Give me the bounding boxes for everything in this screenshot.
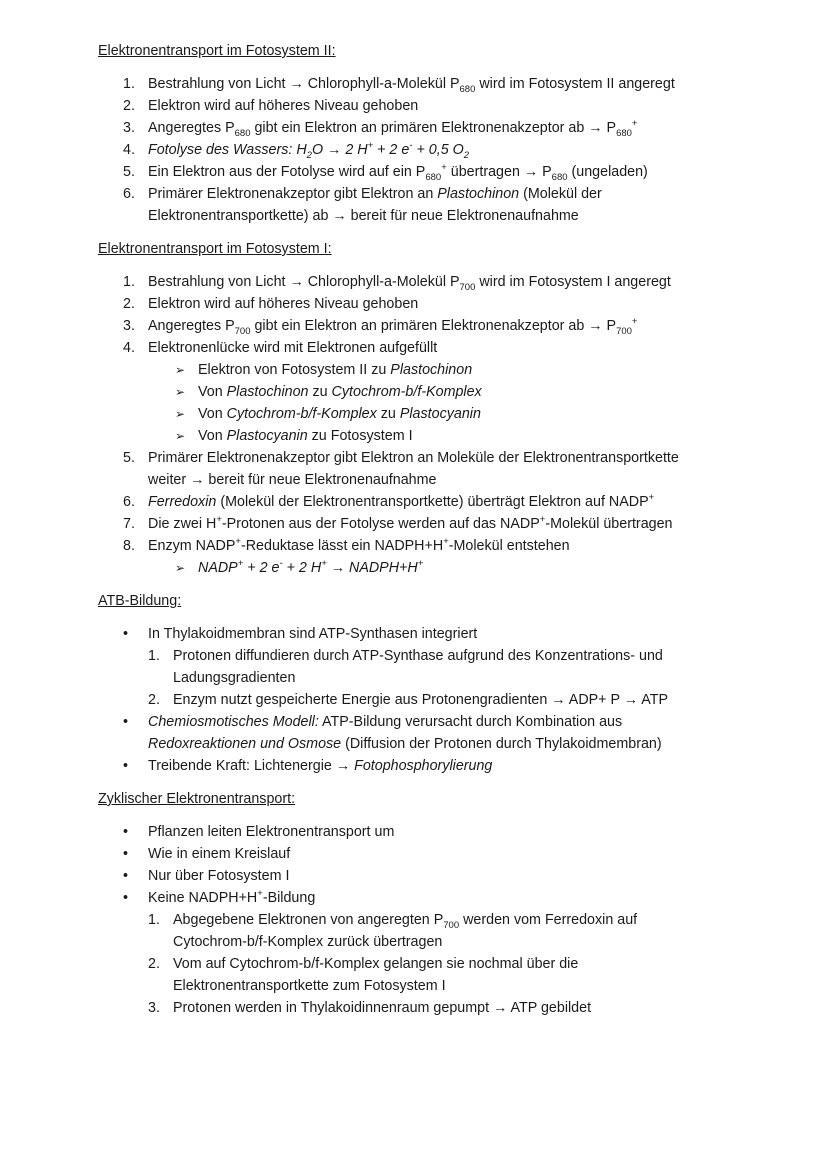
list-item: 1. Bestrahlung von Licht → Chlorophyll-a-Molekül $P_{680}$ wird im Fotosystem II angeregt [123, 76, 675, 95]
arrow-bullet-icon: ➢ [175, 363, 186, 377]
bullet-item: • Treibende Kraft: Lichtenergie → Fotophosphorylierung [98, 755, 738, 777]
list-item: 8. Enzym NADP+-Reduktase lässt ein NADPH+H+-Molekül entstehen [123, 536, 570, 554]
list-item: 2. Enzym nutzt gespeicherte Energie aus Protonengradienten → ADP+ P → ATP [148, 692, 668, 708]
list-item: 1. Protonen diffundieren durch ATP-Synthase aufgrund des Konzentrations- und Ladungsgradienten [148, 648, 663, 686]
list-item: 4. Elektronenlücke wird mit Elektronen aufgefüllt [123, 340, 438, 356]
list-atb [98, 623, 738, 777]
bullet-item: • Keine NADPH+H+-Bildung [98, 887, 738, 909]
list-ps2 [98, 73, 738, 227]
sub-list-item: ➢ Von Cytochrom-b/f-Komplex zu Plastocyanin [98, 403, 738, 425]
bullet-icon: • [123, 890, 129, 906]
bullet-item: • Nur über Fotosystem I [98, 865, 738, 887]
list-item: 2. Vom auf Cytochrom-b/f-Komplex gelangen sie nochmal über die Elektronentransportkette zum Fotosystem I [148, 956, 579, 994]
bullet-icon: • [123, 758, 129, 774]
list-item: 3. Protonen werden in Thylakoidinnenraum gepumpt → ATP gebildet [148, 1000, 592, 1016]
heading-zyklisch: Zyklischer Elektronentransport: [98, 791, 296, 807]
bullet-icon: • [123, 868, 129, 884]
arrow-bullet-icon: ➢ [175, 561, 186, 575]
list-item: 2. Elektron wird auf höheres Niveau gehoben [123, 296, 419, 312]
bullet-item: • Wie in einem Kreislauf [98, 843, 738, 865]
bullet-item: • In Thylakoidmembran sind ATP-Synthasen integriert [98, 623, 738, 645]
bullet-icon: • [123, 626, 129, 642]
arrow-bullet-icon: ➢ [175, 385, 186, 399]
bullet-icon: • [123, 714, 129, 730]
bullet-icon: • [123, 824, 129, 840]
document-page [98, 40, 738, 1019]
arrow-bullet-icon: ➢ [175, 407, 186, 421]
sub-list-item: ➢ Von Plastochinon zu Cytochrom-b/f-Komplex [98, 381, 738, 403]
heading-ps1: Elektronentransport im Fotosystem I: [98, 241, 332, 257]
list-item: 7. Die zwei H+-Protonen aus der Fotolyse werden auf das NADP+-Molekül übertragen [123, 514, 673, 532]
list-zyklisch [98, 821, 738, 1019]
list-item: 5. Ein Elektron aus der Fotolyse wird auf ein $P_{680}^+$ übertragen → $P_{680}$ (ungeladen) [123, 162, 648, 183]
list-item: 4. Fotolyse des Wassers: $H_2O \to 2$ H+ + 2 e- + 0,5 $O_2$ [123, 140, 470, 161]
bullet-icon: • [123, 846, 129, 862]
sub-list-item: ➢ Von Plastocyanin zu Fotosystem I [98, 425, 738, 447]
list-item: 6. Primärer Elektronenakzeptor gibt Elektron an Plastochinon (Molekül der Elektronentransportkette) ab → bereit für neue Elektronenaufnahme [123, 186, 602, 224]
list-item: 1. Abgegebene Elektronen von angeregten $P_{700}$ werden vom Ferredoxin auf Cytochrom-b/f-Komplex zurück übertragen [148, 912, 638, 950]
list-item: 3. Angeregtes $P_{680}$ gibt ein Elektron an primären Elektronenakzeptor ab → $P_{680}^+$ [123, 118, 638, 139]
list-item: 2. Elektron wird auf höheres Niveau gehoben [123, 98, 419, 114]
heading-atb: ATB-Bildung: [98, 593, 182, 609]
list-ps1 [98, 271, 738, 579]
bullet-item: • Chemiosmotisches Modell: ATP-Bildung verursacht durch Kombination aus Redoxreaktionen und Osmose (Diffusion der Protonen durch Thylakoidmembran) [98, 711, 738, 755]
list-item: 5. Primärer Elektronenakzeptor gibt Elektron an Moleküle der Elektronentransportkette weiter → bereit für neue Elektronenaufnahme [123, 450, 679, 488]
list-item: 6. Ferredoxin (Molekül der Elektronentransportkette) überträgt Elektron auf NADP+ [123, 492, 655, 510]
list-item: 3. Angeregtes $P_{700}$ gibt ein Elektron an primären Elektronenakzeptor ab → $P_{700}^+$ [123, 316, 638, 337]
bullet-item: • Pflanzen leiten Elektronentransport um [98, 821, 738, 843]
sub-list-item: ➢ NADP+ + 2 e- + 2 H+ → NADPH+H+ [98, 557, 738, 579]
arrow-bullet-icon: ➢ [175, 429, 186, 443]
heading-ps2: Elektronentransport im Fotosystem II: [98, 43, 336, 59]
list-item: 1. Bestrahlung von Licht → Chlorophyll-a-Molekül $P_{700}$ wird im Fotosystem I angeregt [123, 274, 671, 293]
sub-list-item: ➢ Elektron von Fotosystem II zu Plastochinon [98, 359, 738, 381]
